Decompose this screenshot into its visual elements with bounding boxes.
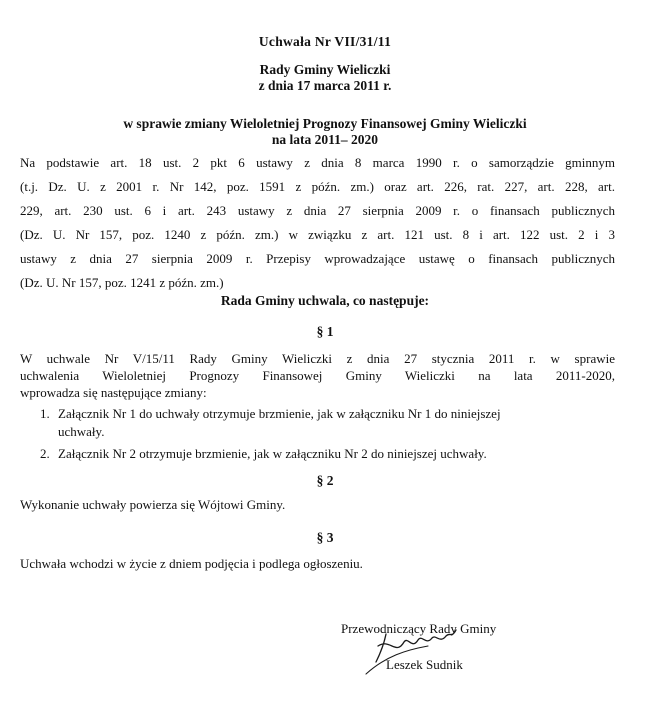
subject-line-1: w sprawie zmiany Wieloletniej Prognozy Finansowej Gminy Wieliczki	[123, 116, 527, 131]
legal-basis-line: (Dz. U. Nr 157, poz. 1240 z późn. zm.) w związku z art. 121 ust. 8 i art. 122 ust. 2 i 3	[20, 227, 615, 242]
signatory-name: Leszek Sudnik	[386, 657, 463, 672]
legal-basis-line: Na podstawie art. 18 ust. 2 pkt 6 ustawy z dnia 8 marca 1990 r. o samorządzie gminnym	[20, 155, 615, 170]
legal-basis-paragraph	[20, 151, 615, 295]
section-1-heading: § 1	[316, 324, 334, 339]
section-3-text: Uchwała wchodzi w życie z dniem podjęcia i podlega ogłoszeniu.	[20, 556, 363, 571]
section-1-line: W uchwale Nr V/15/11 Rady Gminy Wieliczki z dnia 27 stycznia 2011 r. w sprawie	[20, 351, 615, 366]
amendments-list	[28, 405, 618, 467]
list-item-text: Załącznik Nr 2 otrzymuje brzmienie, jak w załączniku Nr 2 do niniejszej uchwały.	[58, 446, 487, 461]
signatory-title: Przewodniczący Rady Gminy	[341, 621, 497, 636]
legal-basis-line: (t.j. Dz. U. z 2001 r. Nr 142, poz. 1591 z późn. zm.) oraz art. 226, rat. 227, art. 228, art.	[20, 179, 615, 194]
section-2-heading: § 2	[316, 473, 334, 488]
section-1-line: uchwalenia Wieloletniej Prognozy Finansowej Gminy Wieliczki na lata 2011-2020,	[20, 368, 615, 383]
legal-basis-line: ustawy z dnia 27 sierpnia 2009 r. Przepisy wprowadzające ustawę o finansach publicznych	[20, 251, 615, 266]
section-3-heading: § 3	[316, 530, 334, 545]
list-item	[28, 405, 618, 441]
legal-basis-line: (Dz. U. Nr 157, poz. 1241 z późn. zm.)	[20, 275, 224, 290]
decision-phrase: Rada Gminy uchwala, co następuje:	[220, 293, 430, 308]
resolution-issuer-date	[0, 62, 650, 94]
legal-basis-line: 229, art. 230 ust. 6 i art. 243 ustawy z dnia 27 sierpnia 2009 r. o finansach publicznych	[20, 203, 615, 218]
section-1-text	[20, 350, 615, 401]
date-line: z dnia 17 marca 2011 r.	[258, 78, 392, 93]
section-2-text: Wykonanie uchwały powierza się Wójtowi Gminy.	[20, 497, 286, 512]
list-item-number: 2.	[40, 446, 50, 461]
list-item-number: 1.	[40, 406, 50, 421]
council-line: Rady Gminy Wieliczki	[259, 62, 391, 77]
section-1-line: wprowadza się następujące zmiany:	[20, 385, 207, 400]
list-item-text: Załącznik Nr 1 do uchwały otrzymuje brzmienie, jak w załączniku Nr 1 do niniejszej	[58, 406, 501, 421]
resolution-number: Uchwała Nr VII/31/11	[258, 34, 392, 49]
list-item	[28, 445, 618, 463]
subject-line-2: na lata 2011– 2020	[271, 132, 379, 147]
resolution-subject	[0, 116, 650, 148]
list-item-text-continuation: uchwały.	[58, 424, 105, 439]
